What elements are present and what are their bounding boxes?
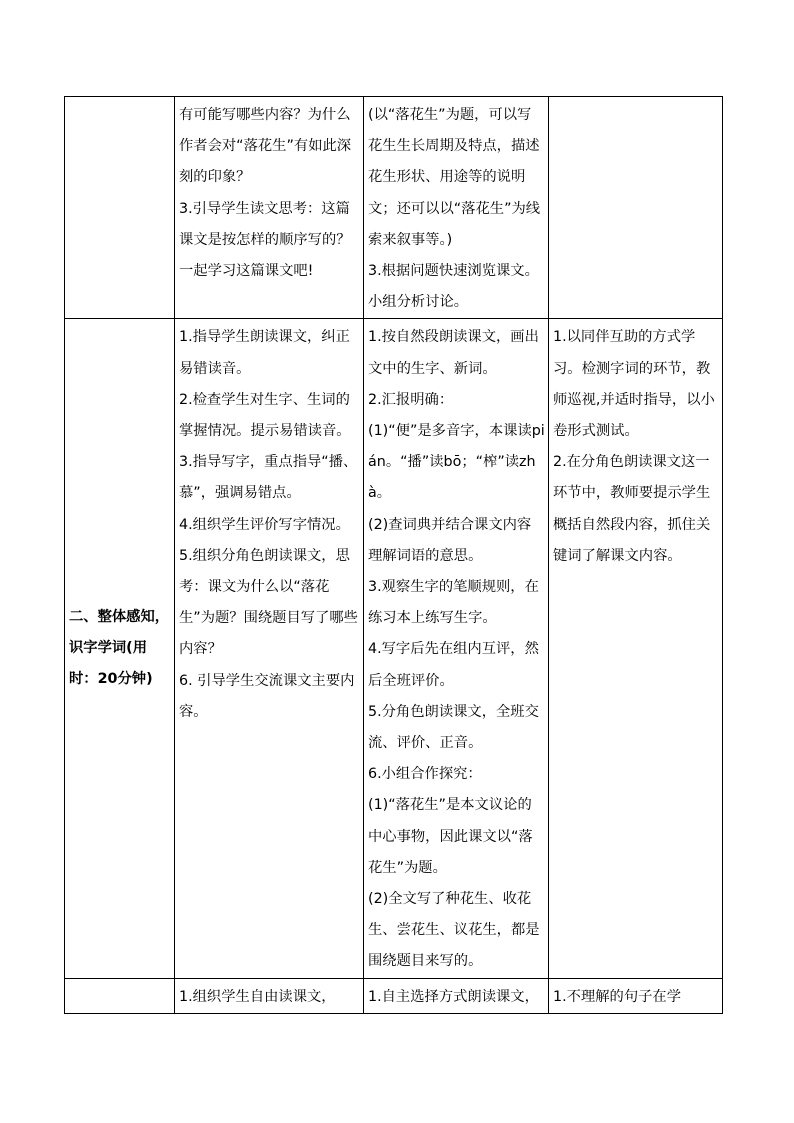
student-activity-cell [364, 97, 549, 319]
student-item: (以“落花生”为题，可以写花生生长周期及特点，描述花生形状、用途等的说明文；还可以以“落花生”为线索来叙事等。) [368, 107, 541, 248]
note-item: 1.不理解的句子在学 [553, 988, 682, 1005]
student-item: 3.根据问题快速浏览课文。小组分析讨论。 [368, 263, 539, 311]
student-item: 2.汇报明确： [368, 391, 454, 408]
teacher-item: 5.组织分角色朗读课文，思考：课文为什么以“落花生”为题？围绕题目写了哪些内容？ [179, 547, 358, 658]
table-row [65, 978, 723, 1013]
teacher-activity-cell [175, 319, 364, 978]
lesson-plan-table [64, 96, 723, 1014]
student-activity-cell [364, 319, 549, 978]
student-item: (1)“落花生”是本文议论的中心事物，因此课文以“落花生”为题。 [368, 797, 533, 876]
note-item: 2.在分角色朗读课文这一环节中，教师要提示学生概括自然段内容，抓住关键词了解课文内容。 [553, 454, 711, 564]
student-item: 3.观察生字的笔顺规则，在练习本上练写生字。 [368, 579, 539, 627]
student-activity-cell [364, 978, 549, 1013]
teacher-item: 1.指导学生朗读课文，纠正易错读音。 [179, 329, 350, 377]
teacher-item: 4.组织学生评价写字情况。 [179, 516, 350, 533]
note-item: 1.以同伴互助的方式学习。检测字词的环节，教师巡视,并适时指导，以小卷形式测试。 [553, 329, 715, 440]
design-note-cell [549, 978, 723, 1013]
teacher-item: 2.检查学生对生字、生词的掌握情况。提示易错读音。 [179, 391, 351, 440]
teacher-item: 6. 引导学生交流课文主要内容。 [179, 672, 355, 720]
stage-cell [65, 97, 175, 319]
student-item: 1.自主选择方式朗读课文， [368, 988, 539, 1005]
teacher-item: 1.组织学生自由读课文， [179, 988, 336, 1005]
stage-text: 二、整体感知，识字学词(用时：20分钟) [69, 608, 170, 688]
teacher-item: 3.指导写字，重点指导“播、慕”，强调易错点。 [179, 454, 358, 502]
teacher-activity-cell [175, 978, 364, 1013]
student-item: 4.写字后先在组内互评，然后全班评价。 [368, 641, 539, 689]
student-item: 1.按自然段朗读课文，画出文中的生字、新词。 [368, 329, 539, 377]
teacher-activity-cell [175, 97, 364, 319]
teacher-item: 3.引导学生读文思考：这篇课文是按怎样的顺序写的？一起学习这篇课文吧! [179, 200, 351, 280]
table-row [65, 319, 723, 978]
student-item: (2)全文写了种花生、收花生、尝花生、议花生，都是围绕题目来写的。 [368, 891, 540, 970]
teacher-item: 有可能写哪些内容？为什么作者会对“落花生”有如此深刻的印象？ [179, 107, 352, 186]
student-item: (1)“便”是多音字，本课读pián。“播”读bō；“榨”读zhà。 [368, 423, 545, 502]
student-item: 6.小组合作探究： [368, 766, 482, 783]
stage-cell [65, 978, 175, 1013]
student-item: (2)查词典并结合课文内容理解词语的意思。 [368, 516, 532, 564]
design-note-cell [549, 319, 723, 978]
design-note-cell [549, 97, 723, 319]
student-item: 5.分角色朗读课文，全班交流、评价、正音。 [368, 703, 539, 752]
table-row [65, 97, 723, 319]
stage-cell [65, 319, 175, 978]
